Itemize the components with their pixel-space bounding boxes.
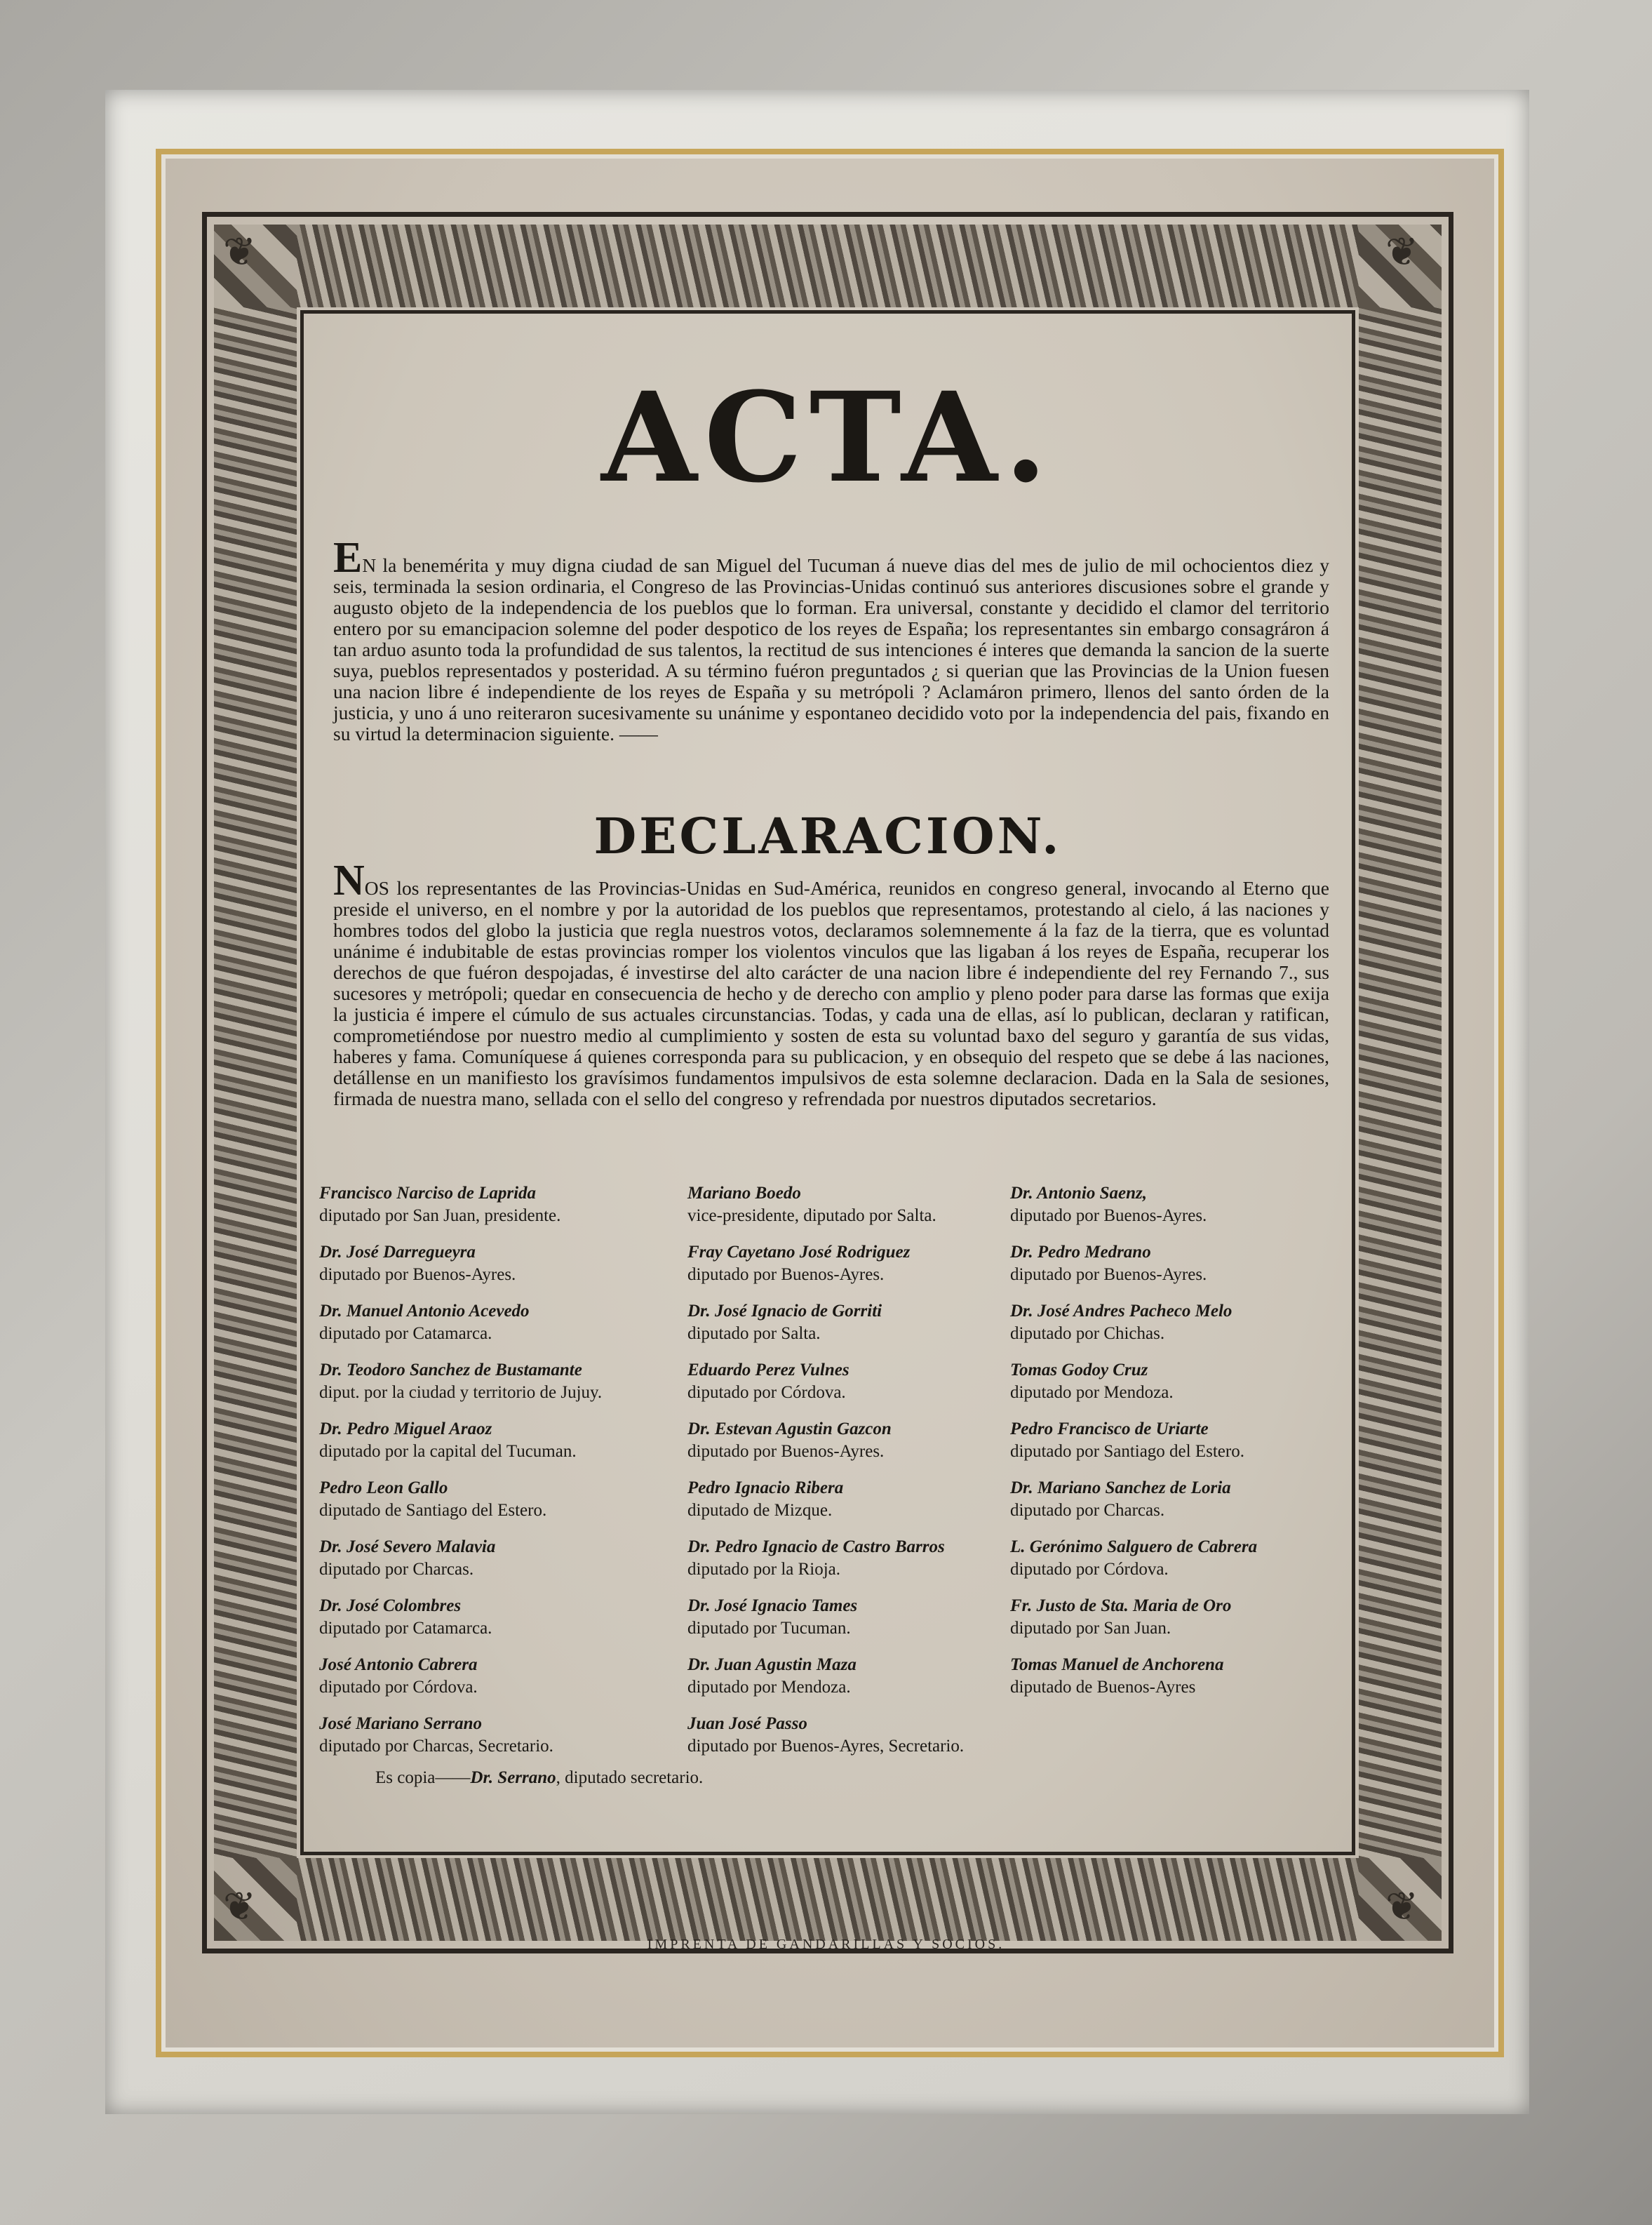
printer-imprint: IMPRENTA DE GANDARILLAS Y SOCIOS.: [647, 1937, 1005, 1952]
signatory-name: Dr. Estevan Agustin Gazcon: [687, 1419, 892, 1438]
signatory-role: diputado por Buenos-Ayres, Secretario.: [687, 1737, 965, 1756]
signatory-name: Fr. Justo de Sta. Maria de Oro: [1010, 1596, 1232, 1615]
signatory-role: diputado de Mizque.: [687, 1501, 833, 1520]
copia-prefix: Es copia——: [375, 1768, 471, 1787]
signature-entry: [319, 1241, 516, 1286]
signature-entry: [1010, 1300, 1232, 1345]
signatory-role: diputado de Santiago del Estero.: [319, 1501, 547, 1520]
signature-entry: [1010, 1595, 1231, 1640]
signatory-role: diputado por la Rioja.: [687, 1560, 841, 1579]
signature-entry: [319, 1713, 553, 1758]
signature-entry: [687, 1241, 910, 1286]
signatory-role: vice-presidente, diputado por Salta.: [687, 1206, 936, 1225]
signatory-role: diputado por Tucuman.: [687, 1619, 851, 1638]
signature-entry: [687, 1359, 849, 1404]
signatory-name: Eduardo Perez Vulnes: [687, 1361, 849, 1379]
copia-name: Dr. Serrano: [470, 1768, 556, 1787]
signature-entry: [319, 1359, 602, 1404]
signatory-name: Fray Cayetano José Rodriguez: [687, 1243, 911, 1262]
signatory-role: diputado por Mendoza.: [687, 1678, 851, 1697]
declaration-title: DECLARACION.: [593, 807, 1062, 865]
signatory-role: diputado por Buenos-Ayres.: [319, 1265, 516, 1284]
signature-entry: [319, 1654, 478, 1699]
corner-ornament-icon: ❦: [1385, 1885, 1418, 1929]
signatory-role: diputado por Chichas.: [1010, 1324, 1165, 1343]
signatures-block: [319, 1182, 1336, 1779]
signatory-name: Dr. Manuel Antonio Acevedo: [319, 1302, 530, 1321]
signature-entry: [687, 1654, 857, 1699]
signatory-name: Tomas Godoy Cruz: [1010, 1361, 1148, 1379]
signature-entry: [687, 1477, 843, 1522]
signature-entry: [687, 1713, 964, 1758]
signature-entry: [1010, 1418, 1244, 1463]
signatory-name: José Mariano Serrano: [319, 1714, 482, 1733]
signatory-name: Juan José Passo: [687, 1714, 807, 1733]
signature-entry: [1010, 1536, 1257, 1581]
intro-paragraph: [333, 534, 1329, 744]
corner-ornament-icon: ❦: [223, 1885, 256, 1929]
signatory-role: diputado por Charcas, Secretario.: [319, 1737, 553, 1756]
signatory-role: diputado por Córdova.: [319, 1678, 478, 1697]
corner-ornament-icon: ❦: [1385, 231, 1418, 274]
signatory-role: diputado por Mendoza.: [1010, 1383, 1174, 1402]
signatory-role: diputado por la capital del Tucuman.: [319, 1442, 577, 1461]
signatory-name: Dr. José Andres Pacheco Melo: [1010, 1302, 1233, 1321]
signatory-role: diputado por Buenos-Ayres.: [687, 1442, 885, 1461]
signatory-name: Pedro Ignacio Ribera: [687, 1478, 844, 1497]
signature-entry: [687, 1418, 892, 1463]
signature-entry: [1010, 1359, 1174, 1404]
signature-entry: [687, 1300, 882, 1345]
signatory-role: diputado por Córdova.: [1010, 1560, 1169, 1579]
signatory-name: José Antonio Cabrera: [319, 1655, 478, 1674]
signatory-role: diputado por San Juan, presidente.: [319, 1206, 561, 1225]
declaration-paragraph: [333, 857, 1329, 1109]
signature-entry: [1010, 1241, 1207, 1286]
signatory-name: Dr. José Darregueyra: [319, 1243, 476, 1262]
intro-dropcap: E: [333, 534, 363, 582]
signatory-name: Dr. Pedro Ignacio de Castro Barros: [687, 1537, 945, 1556]
copia-suffix: , diputado secretario.: [556, 1768, 704, 1787]
signature-entry: [319, 1418, 577, 1463]
declaration-dropcap: N: [333, 857, 365, 904]
signatory-role: diput. por la ciudad y territorio de Jujuy.: [319, 1383, 603, 1402]
signature-entry: [319, 1300, 530, 1345]
signatory-role: diputado de Buenos-Ayres: [1010, 1678, 1196, 1697]
signature-entry: [1010, 1654, 1223, 1699]
signatory-name: Dr. Juan Agustin Maza: [687, 1655, 857, 1674]
signatory-role: diputado por San Juan.: [1010, 1619, 1171, 1638]
signatory-name: Dr. José Colombres: [319, 1596, 462, 1615]
signatory-name: Mariano Boedo: [687, 1184, 801, 1203]
signatory-name: Dr. Mariano Sanchez de Loria: [1010, 1478, 1231, 1497]
signatory-role: diputado por Charcas.: [319, 1560, 474, 1579]
signatory-role: diputado por Catamarca.: [319, 1619, 492, 1638]
signatory-role: diputado por Catamarca.: [319, 1324, 492, 1343]
page-title: ACTA.: [601, 365, 1054, 510]
signatory-name: Dr. José Ignacio Tames: [687, 1596, 858, 1615]
signatory-name: Dr. José Ignacio de Gorriti: [687, 1302, 882, 1321]
signatory-name: Dr. Pedro Miguel Araoz: [319, 1419, 492, 1438]
signatory-name: Dr. Teodoro Sanchez de Bustamante: [319, 1361, 582, 1379]
signature-entry: [319, 1182, 560, 1227]
signature-entry: [1010, 1477, 1231, 1522]
signature-entry: [687, 1536, 945, 1581]
declaration-text: OS los representantes de las Provincias-Unidas en Sud-América, reunidos en congreso general, invocando al Eterno que preside el universo, en el nombre y por la autoridad de los pueblos que representamos, protestando al cielo, á las naciones y hombres todos del globo la justicia que regla nuestros votos, declaramos solemnemente á la faz de la tierra, que es voluntad unánime é indubitable de estas provincias romper los violentos vinculos que las ligaban á los reyes de España, recuperar los derechos de que fuéron despojadas, é investirse del alto carácter de una nacion libre é independiente del rey Fernando 7., sus sucesores y metrópoli; quedar en consecuencia de hecho y de derecho con amplio y pleno poder para darse las formas que exija la justicia é impere el cúmulo de sus actuales circunstancias. Todas, y cada una de ellas, así lo publican, declaran y ratifican, comprometiéndose por nuestro medio al cumplimiento y sosten de esta su voluntad baxo del seguro y garantía de sus vidas, haberes y fama. Comuníquese á quienes corresponda para su publicacion, y en obsequio del respeto que se debe á las naciones, detállense en un manifiesto los gravísimos fundamentos impulsivos de esta solemne declaracion. Dada en la Sala de sesiones, firmada de nuestra mano, sellada con el sello del congreso y refrendada por nuestros diputados secretarios.: [333, 877, 1329, 1109]
signatory-name: Francisco Narciso de Laprida: [319, 1184, 537, 1203]
signatory-role: diputado por Córdova.: [687, 1383, 846, 1402]
signatory-role: diputado por Buenos-Ayres.: [687, 1265, 885, 1284]
signatory-role: diputado por Buenos-Ayres.: [1010, 1206, 1207, 1225]
signature-entry: [687, 1595, 857, 1640]
signature-entry: [319, 1477, 546, 1522]
signature-entry: [1010, 1182, 1207, 1227]
signatory-role: diputado por Santiago del Estero.: [1010, 1442, 1244, 1461]
corner-ornament-icon: ❦: [223, 231, 256, 274]
signature-entry: [319, 1595, 492, 1640]
signatory-role: diputado por Buenos-Ayres.: [1010, 1265, 1207, 1284]
signatory-role: diputado por Charcas.: [1010, 1501, 1165, 1520]
signatory-name: L. Gerónimo Salguero de Cabrera: [1010, 1537, 1258, 1556]
document-content: [319, 330, 1336, 1838]
signature-entry: [319, 1536, 495, 1581]
signatory-name: Dr. José Severo Malavia: [319, 1537, 496, 1556]
copy-attestation: [375, 1768, 703, 1788]
signatory-name: Pedro Leon Gallo: [319, 1478, 448, 1497]
signatory-name: Dr. Pedro Medrano: [1010, 1243, 1151, 1262]
intro-text: N la beneméritа y muy digna ciudad de san Miguel del Tucuman á nueve dias del mes de julio de mil ochocientos diez y seis, terminada la sesion ordinaria, el Congreso de las Provincias-Unidas continuó sus anteriores discusiones sobre el grande y augusto objeto de la independencia de los pueblos que lo forman. Era universal, constante y decidido el clamor del territorio entero por su emancipacion solemne del poder despotico de los reyes de España; los representantes sin embargo consagráron á tan arduo asunto toda la profundidad de sus talentos, la rectitud de sus intenciones é interes que demanda la sancion de la suerte suya, pueblos representados y posteridad. A su término fuéron preguntados ¿ si querian que las Provincias de la Union fuesen una nacion libre é independiente de los reyes de España y su metrópoli ? Aclamáron primero, llenos del santo órden de la justicia, y uno á uno reiteraron sucesivamente su unánime y espontaneo decidido voto por la independencia del pais, fixando en su virtud la determinacion siguiente. ——: [333, 554, 1329, 744]
signature-entry: [687, 1182, 936, 1227]
signatory-name: Tomas Manuel de Anchorena: [1010, 1655, 1224, 1674]
signatory-name: Pedro Francisco de Uriarte: [1010, 1419, 1209, 1438]
signatory-role: diputado por Salta.: [687, 1324, 821, 1343]
signatory-name: Dr. Antonio Saenz,: [1010, 1184, 1147, 1203]
